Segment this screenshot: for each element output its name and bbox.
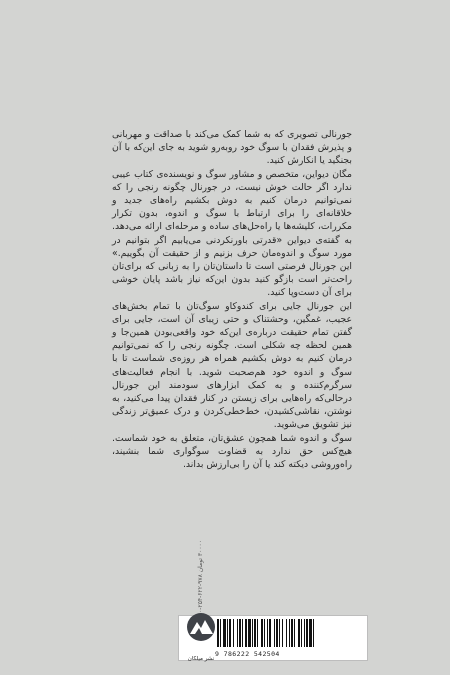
- barcode-number: 9 786222 542504: [215, 650, 280, 658]
- barcode-bar: [291, 619, 293, 647]
- barcode-bar: [309, 619, 312, 647]
- barcode-bar: [220, 619, 221, 647]
- barcode-bar: [237, 619, 238, 647]
- barcode-bar: [257, 619, 258, 647]
- barcode-bar: [248, 619, 251, 647]
- barcode-bar: [269, 619, 271, 647]
- barcode-bar: [276, 619, 278, 647]
- blurb-paragraph-4: سوگ و اندوه شما همچون عشق‌تان، متعلق به خود شماست. هیچ‌کس حق ندارد به قضاوت سوگواری شما بنشیند، راه‌وروشی دیکته کند یا آن را بی‌ارزش بداند.: [112, 432, 352, 471]
- barcode-bar: [261, 619, 263, 647]
- barcode-bar: [239, 619, 241, 647]
- price-isbn-text: ۳۰۰۰۰ تومان ۹۷۸-۶۲۲-۲۵۴- ۰: [197, 540, 204, 613]
- barcode-bar: [242, 619, 243, 647]
- barcode-bar: [233, 619, 234, 647]
- barcode-bar: [223, 619, 226, 647]
- barcode-bar: [267, 619, 268, 647]
- barcode-bar: [245, 619, 247, 647]
- barcode-bar: [254, 619, 256, 647]
- barcode-bar: [274, 619, 275, 647]
- blurb-paragraph-3: این جورنال جایی برای کندوکاو سوگ‌تان با تمام بخش‌های عجیب، غمگین، وحشتناک و حتی زیبای آن است، جایی برای گفتن تمام حقیقت درباره‌ی این‌که خود واقعی‌بودن همین‌جا و همین لحظه چه شکلی است. چگونه رنجی را که نمی‌توانیم درمان کنیم به دوش بکشیم همراه هر روزه‌ی شماست تا با سوگ و اندوه خود هم‌صحبت شوید. با انجام فعالیت‌های سرگرم‌کننده و به کمک ابزارهای سودمند این جورنال درحالی‌که راه‌هایی برای زیستن در کنار فقدان پیدا می‌کنید، به نوشتن، نقاشی‌کشیدن، خط‌خطی‌کردن و درک عمیق‌تر زندگی نیز تشویق می‌شوید.: [112, 300, 352, 431]
- barcode-bar: [252, 619, 253, 647]
- publisher-logo-icon: [184, 610, 218, 660]
- barcode-bar: [264, 619, 265, 647]
- blurb-paragraph-2: مگان دیواین، متخصص و مشاور سوگ و نویسنده‌ی کتاب عیبی ندارد اگر حالت خوش نیست، در جورنال چگونه رنجی را که نمی‌توانیم درمان کنیم به دوش بکشیم راه‌های جدید و خلاقانه‌ای را برای ارتباط با سوگ و اندوه، بدون تکرار مکررات، کلیشه‌ها یا راه‌حل‌های ساده و مرحله‌ای ارائه می‌دهد. به گفته‌ی دیواین «قدرتی باورنکردنی می‌یابیم اگر بتوانیم در مورد سوگ و اندوه‌مان حرف بزنیم و از حقیقت آن بگوییم.» این جورنال فرصتی است تا داستان‌تان را به زبانی که برای‌تان راحت‌تر است بازگو کنید بدون این‌که نیاز باشد پایان خوشی برای آن دست‌وپا کنید.: [112, 168, 352, 299]
- blurb-paragraph-1: جورنالی تصویری که به شما کمک می‌کند با صداقت و مهربانی و پذیرش فقدان با سوگ خود روبه‌رو شوید به جای این‌که با آن بجنگید یا انکارش کنید.: [112, 129, 352, 167]
- blurb-text: [112, 128, 352, 471]
- barcode-icon: [217, 619, 357, 651]
- barcode-bar: [294, 619, 295, 647]
- barcode-bar: [289, 619, 290, 647]
- barcode-bar: [286, 619, 287, 647]
- barcode-bar: [306, 619, 308, 647]
- barcode-bar: [298, 619, 300, 647]
- publisher-name: نشر میلکان: [187, 656, 215, 662]
- barcode-bar: [227, 619, 228, 647]
- barcode-bar: [279, 619, 280, 647]
- barcode-bar: [304, 619, 305, 647]
- barcode-bar: [229, 619, 231, 647]
- barcode-bar: [313, 619, 314, 647]
- barcode-bar: [282, 619, 283, 647]
- barcode-bar: [301, 619, 302, 647]
